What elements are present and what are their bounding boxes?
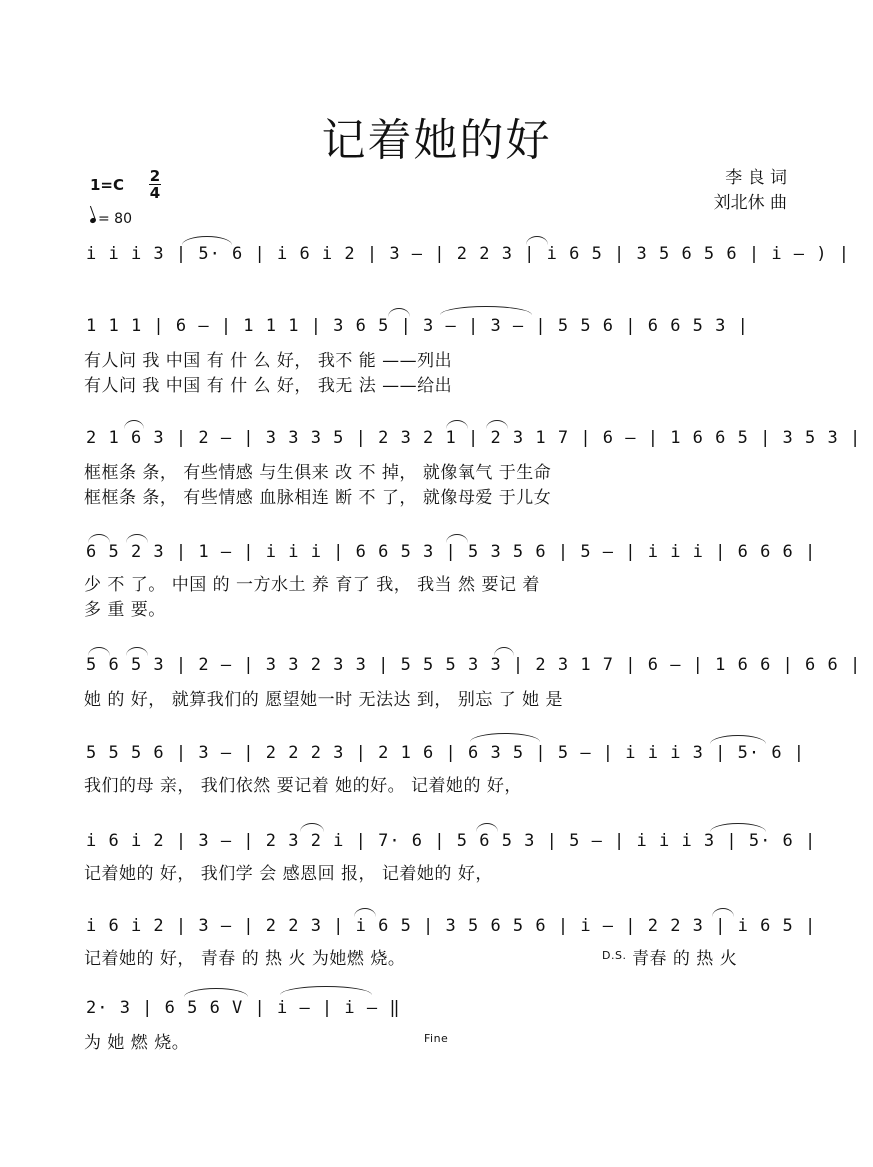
lyricist: 李 良 词 — [725, 168, 787, 188]
notation-line: 5 5 5 6 | 3 – | 2 2 2 3 | 2 1 6 | 6 3 5 | 5 – | i i i 3 | 5· 6 | — [86, 743, 806, 763]
notation-line: i i i 3 | 5· 6 | i 6 i 2 | 3 – | 2 2 3 | i 6 5 | 3 5 6 5 6 | i – ) | — [86, 244, 850, 264]
notation-line: 6 5 2 3 | 1 – | i i i | 6 6 5 3 | 5 3 5 6 | 5 – | i i i | 6 6 6 | — [86, 542, 817, 562]
lyric-line: 记着她的 好， 青春 的 热 火 为她燃 烧。 — [84, 949, 406, 969]
key-signature: 1=C — [90, 176, 125, 194]
song-title: 记着她的好 — [321, 115, 552, 166]
tempo-value: = 80 — [98, 211, 132, 227]
lyric-line: 青春 的 热 火 — [632, 949, 738, 969]
ds-marking: D.S. — [602, 949, 627, 962]
lyric-line: 框框条 条， 有些情感 与生俱来 改 不 掉， 就像氧气 于生命 — [84, 463, 552, 483]
fine-marking: Fine — [424, 1032, 449, 1045]
quarter-note-icon — [89, 217, 96, 224]
lyric-line: 我们的母 亲， 我们依然 要记着 她的好。 记着她的 好， — [84, 776, 522, 796]
lyric-line: 框框条 条， 有些情感 血脉相连 断 不 了， 就像母爱 于儿女 — [84, 488, 552, 508]
lyric-line: 有人问 我 中国 有 什 么 好， 我不 能 ——列出 — [84, 351, 453, 371]
lyric-line: 有人问 我 中国 有 什 么 好， 我无 法 ——给出 — [84, 376, 453, 396]
notation-line: 5 6 5 3 | 2 – | 3 3 2 3 3 | 5 5 5 3 3 | 2 3 1 7 | 6 – | 1 6 6 | 6 6 | — [86, 655, 862, 675]
notation-line: 2 1 6 3 | 2 – | 3 3 3 5 | 2 3 2 1 | 2 3 1 7 | 6 – | 1 6 6 5 | 3 5 3 | — [86, 428, 862, 448]
credits — [714, 166, 787, 216]
time-signature-top: 2 — [149, 167, 161, 185]
notation-line: i 6 i 2 | 3 – | 2 2 3 | i 6 5 | 3 5 6 5 6 | i – | 2 2 3 | i 6 5 | — [86, 916, 817, 936]
lyric-line: 为 她 燃 烧。 — [84, 1033, 190, 1053]
lyric-line: 她 的 好， 就算我们的 愿望她一时 无法达 到， 别忘 了 她 是 — [84, 690, 564, 710]
lyric-line: 多 重 要。 — [84, 600, 166, 620]
time-signature-bottom: 4 — [149, 184, 161, 202]
composer: 刘北休 曲 — [713, 193, 787, 213]
notation-line: 1 1 1 | 6 – | 1 1 1 | 3 6 5 | 3 – | 3 – | 5 5 6 | 6 6 5 3 | — [86, 316, 749, 336]
lyric-line: 记着她的 好， 我们学 会 感恩回 报， 记着她的 好， — [84, 864, 493, 884]
lyric-line: 少 不 了。 中国 的 一方水土 养 育了 我， 我当 然 要记 着 — [84, 575, 540, 595]
notation-line: i 6 i 2 | 3 – | 2 3 2 i | 7· 6 | 5 6 5 3 | 5 – | i i i 3 | 5· 6 | — [86, 831, 817, 851]
notation-line: 2· 3 | 6 5 6 V | i – | i – ‖ — [86, 998, 401, 1018]
tempo-marking — [90, 211, 132, 227]
time-signature — [148, 168, 162, 201]
